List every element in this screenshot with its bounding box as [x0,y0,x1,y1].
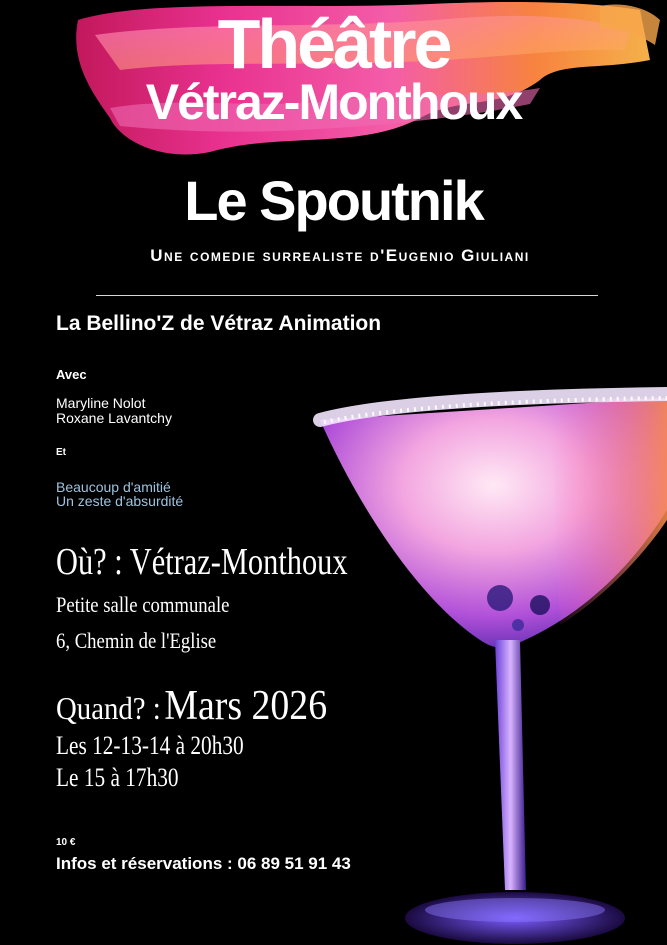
play-title: Le Spoutnik [184,169,483,232]
ticket-price: 10 € [56,837,76,848]
and-label: Et [56,447,66,458]
actor-name: Roxane Lavantchy [56,410,172,426]
extra-credit: Un zeste d'absurdité [56,493,184,509]
venue-name: Petite salle communale [56,592,230,617]
actor-name: Maryline Nolot [56,395,146,411]
extra-credit: Beaucoup d'amitié [56,479,171,495]
performance-dates: Les 12-13-14 à 20h30 [56,731,244,760]
performance-dates: Le 15 à 17h30 [56,763,179,792]
company-name: La Bellino'Z de Vétraz Animation [56,312,382,335]
divider [96,295,598,296]
venue-title-line-2: Vétraz-Monthoux [145,74,522,130]
play-subtitle: Une comedie surrealiste d'Eugenio Giuliani [150,246,530,265]
when-line [56,682,327,730]
where-label: Où? : [56,541,123,583]
where-line [56,540,348,584]
booking-info: Infos et réservations : 06 89 51 91 43 [56,854,351,873]
when-label: Quand? : [56,690,161,726]
cocktail-glass-illustration [300,370,667,945]
venue-address: 6, Chemin de l'Eglise [56,628,217,653]
cast-intro: Avec [56,367,87,382]
where-town: Vétraz-Monthoux [129,541,348,583]
venue-title-line-1: Théâtre [217,5,450,83]
when-value: Mars 2026 [164,683,328,729]
